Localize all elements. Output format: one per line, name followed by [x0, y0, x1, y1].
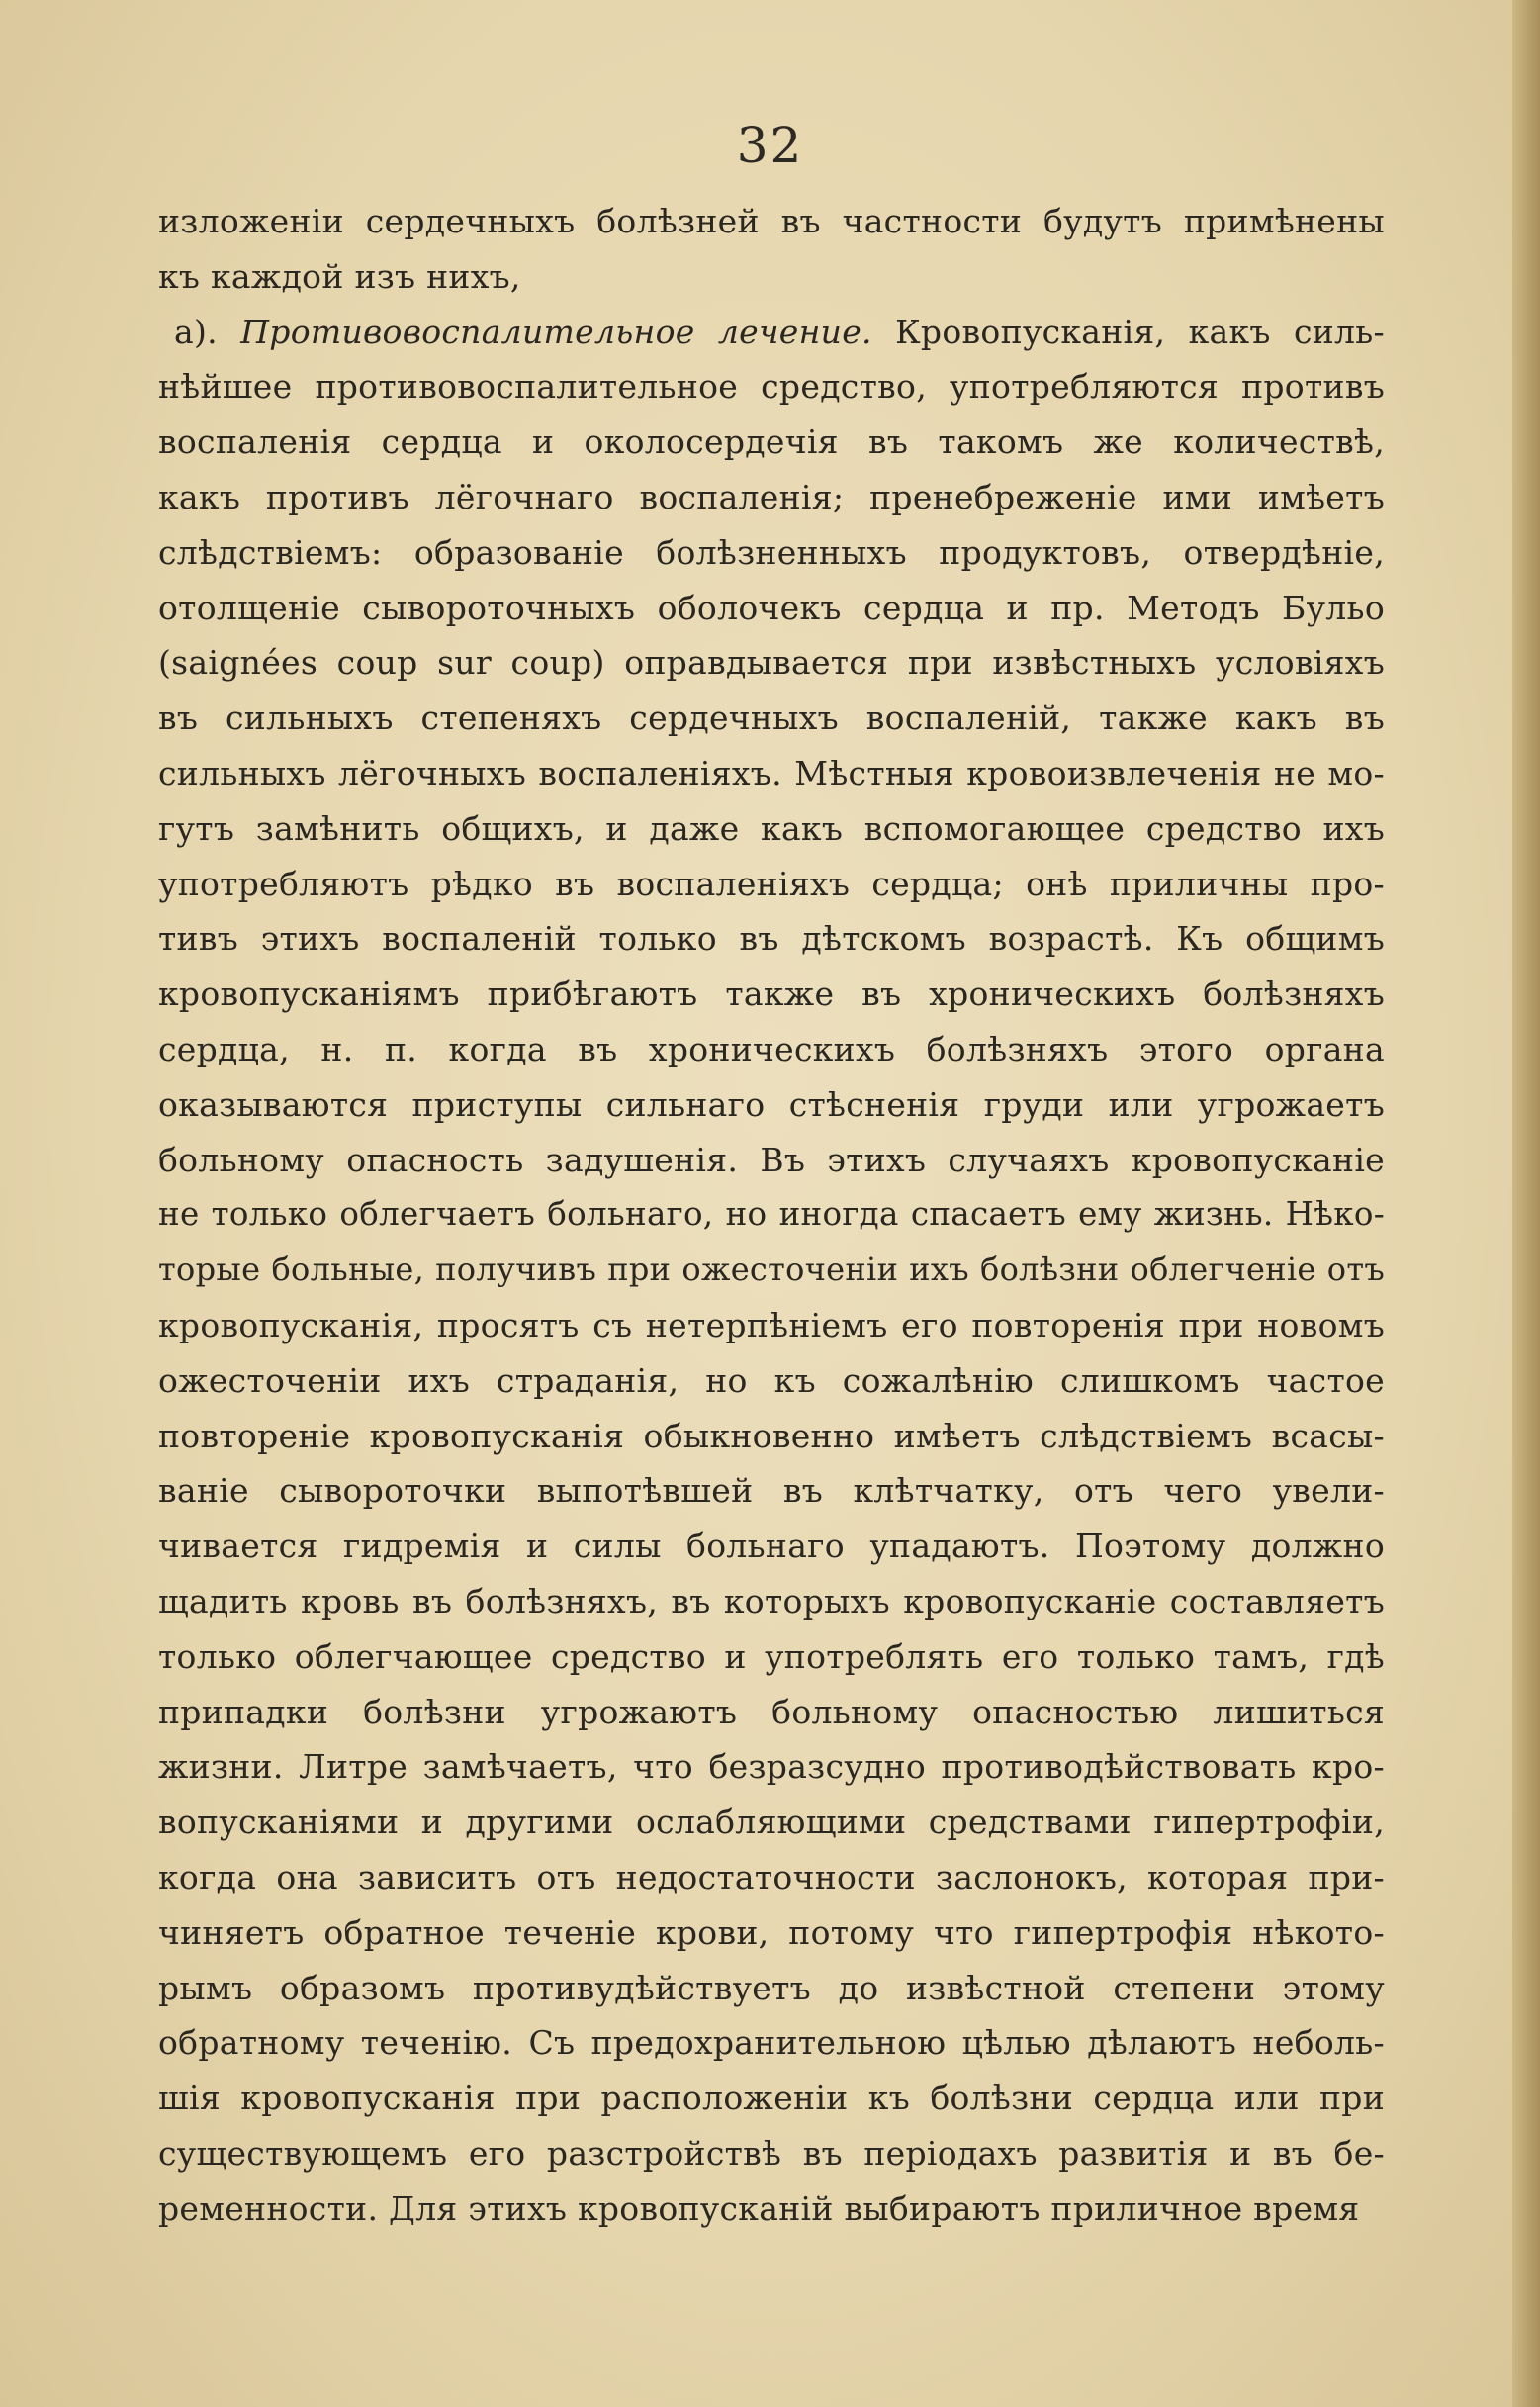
text-line: изложенiи сердечныхъ болѣзней въ частности будутъ примѣнены — [158, 202, 1385, 240]
text-line: кровопусканiя, просятъ съ нетерпѣнiемъ его повторенiя при новомъ — [158, 1305, 1385, 1344]
text-line: слѣдствiемъ: образованiе болѣзненныхъ продуктовъ, отвердѣнiе, — [158, 532, 1385, 572]
text-line: когда она зависитъ отъ недостаточности заслонокъ, которая при- — [158, 1857, 1385, 1897]
text-line: вопусканiями и другими ослабляющими средствами гипертрофiи, — [158, 1803, 1385, 1842]
text-line: щадить кровь въ болѣзняхъ, въ которыхъ кровопусканiе составляетъ — [158, 1581, 1385, 1620]
text-line: припадки болѣзни угрожаютъ больному опасностью лишиться — [158, 1692, 1385, 1731]
text-line: гутъ замѣнить общихъ, и даже какъ вспомогающее средство ихъ — [158, 808, 1385, 848]
text-line: воспаленiя сердца и околосердечiя въ такомъ же количествѣ, — [158, 422, 1385, 462]
text-line: употребляютъ рѣдко въ воспаленiяхъ сердца; онѣ приличны про- — [158, 864, 1385, 903]
text-line: торые больные, получивъ при ожесточенiи ихъ болѣзни облегченiе отъ — [158, 1250, 1385, 1289]
text-line: чиняетъ обратное теченiе крови, потому что гипертрофiя нѣкото- — [158, 1912, 1385, 1952]
text-line: чивается гидремiя и силы больнаго упадаютъ. Поэтому должно — [158, 1527, 1385, 1566]
text-line: рымъ образомъ противудѣйствуетъ до извѣстной степени этому — [158, 1968, 1385, 2007]
text-line: сердца, н. п. когда въ хроническихъ болѣзняхъ этого органа — [158, 1029, 1385, 1068]
text-line: обратному теченiю. Съ предохранительною цѣлью дѣлаютъ неболь- — [158, 2023, 1385, 2063]
text-line: сильныхъ лёгочныхъ воспаленiяхъ. Мѣстныя кровоизвлеченiя не мо- — [158, 753, 1385, 792]
page-edge — [1512, 0, 1540, 2407]
text-line: существующемъ его разстройствѣ въ перiодахъ развитiя и въ бе- — [158, 2133, 1385, 2173]
body-text — [158, 194, 1385, 2236]
text-line: тивъ этихъ воспаленiй только въ дѣтскомъ возрастѣ. Къ общимъ — [158, 919, 1385, 959]
text-line: оказываются приступы сильнаго стѣсненiя груди или угрожаетъ — [158, 1084, 1385, 1124]
text-line: повторенiе кровопусканiя обыкновенно имѣетъ слѣдствiемъ всасы- — [158, 1416, 1385, 1455]
text-line: отолщенiе сывороточныхъ оболочекъ сердца и пр. Методъ Бульо — [158, 588, 1385, 627]
section-marker: а). — [174, 312, 218, 351]
text-line: только облегчающее средство и употреблять его только тамъ, гдѣ — [158, 1636, 1385, 1676]
text-line: шiя кровопусканiя при расположенiи къ болѣзни сердца или при — [158, 2079, 1385, 2118]
text-line: больному опасность задушенiя. Въ этихъ случаяхъ кровопусканiе — [158, 1140, 1385, 1179]
text-line: къ каждой изъ нихъ, — [158, 256, 521, 296]
text-line: ожесточенiи ихъ страданiя, но къ сожалѣнiю слишкомъ частое — [158, 1360, 1385, 1400]
text-line: какъ противъ лёгочнаго воспаленiя; пренебреженiе ими имѣетъ — [158, 477, 1385, 516]
section-text: Кровопусканiя, какъ силь- — [895, 312, 1385, 351]
text-line: кровопусканiямъ прибѣгаютъ также въ хроническихъ болѣзняхъ — [158, 974, 1385, 1014]
text-line: жизни. Литре замѣчаетъ, что безразсудно противодѣйствовать кро- — [158, 1747, 1385, 1787]
text-line: въ сильныхъ степеняхъ сердечныхъ воспаленiй, также какъ въ — [158, 698, 1385, 738]
section-title: Противовоспалительное лечение. — [240, 312, 872, 351]
text-line: не только облегчаетъ больнаго, но иногда спасаетъ ему жизнь. Нѣко- — [158, 1195, 1385, 1234]
text-line: ванiе сывороточки выпотѣвшей въ клѣтчатку, отъ чего увели- — [158, 1471, 1385, 1511]
section-a-heading-line — [158, 305, 1385, 360]
page-number: 32 — [736, 117, 804, 174]
text-line: нѣйшее противовоспалительное средство, употребляются противъ — [158, 367, 1385, 407]
text-line: ременности. Для этихъ кровопусканiй выбираютъ приличное время — [158, 2188, 1360, 2228]
text-line: (saignées coup sur coup) оправдывается при извѣстныхъ условiяхъ — [158, 643, 1385, 683]
